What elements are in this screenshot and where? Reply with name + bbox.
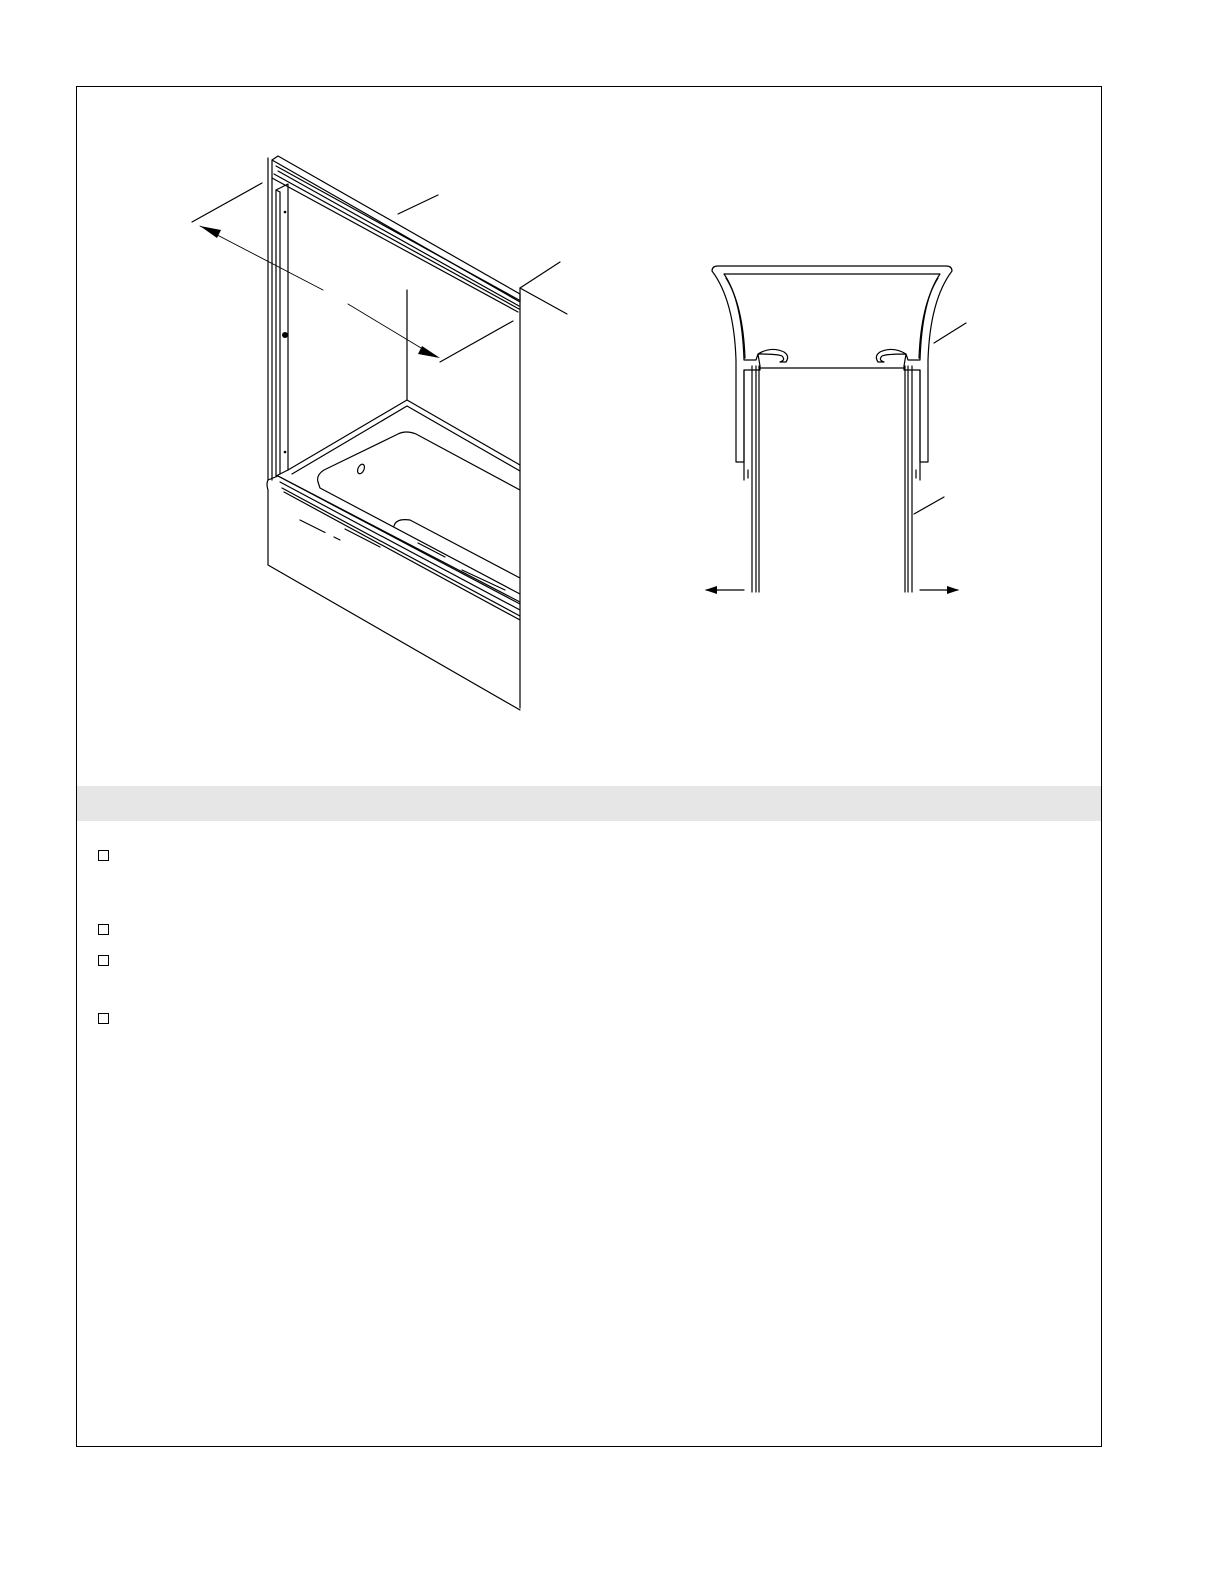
bathtub-enclosure-illustration (192, 156, 567, 710)
width-dimension (192, 183, 513, 362)
header-rail (272, 156, 520, 312)
checklist-checkbox-4[interactable] (98, 1013, 109, 1024)
section-heading-band (77, 786, 1101, 821)
wall-jamb-left (268, 158, 288, 480)
checklist-checkbox-3[interactable] (98, 955, 109, 966)
header-profile-outer (712, 266, 952, 462)
checklist-checkbox-2[interactable] (98, 924, 109, 935)
checklist-checkbox-1[interactable] (98, 850, 109, 861)
leader-line-header (398, 195, 438, 214)
glass-panel-left (748, 366, 759, 592)
end-wall (520, 262, 567, 708)
header-cross-section-illustration (706, 266, 966, 592)
leader-line-glass (914, 497, 944, 514)
figure-area (0, 0, 1225, 790)
glass-panel-right (905, 366, 916, 592)
leader-line-header-profile (934, 323, 966, 343)
bathtub (267, 400, 520, 710)
